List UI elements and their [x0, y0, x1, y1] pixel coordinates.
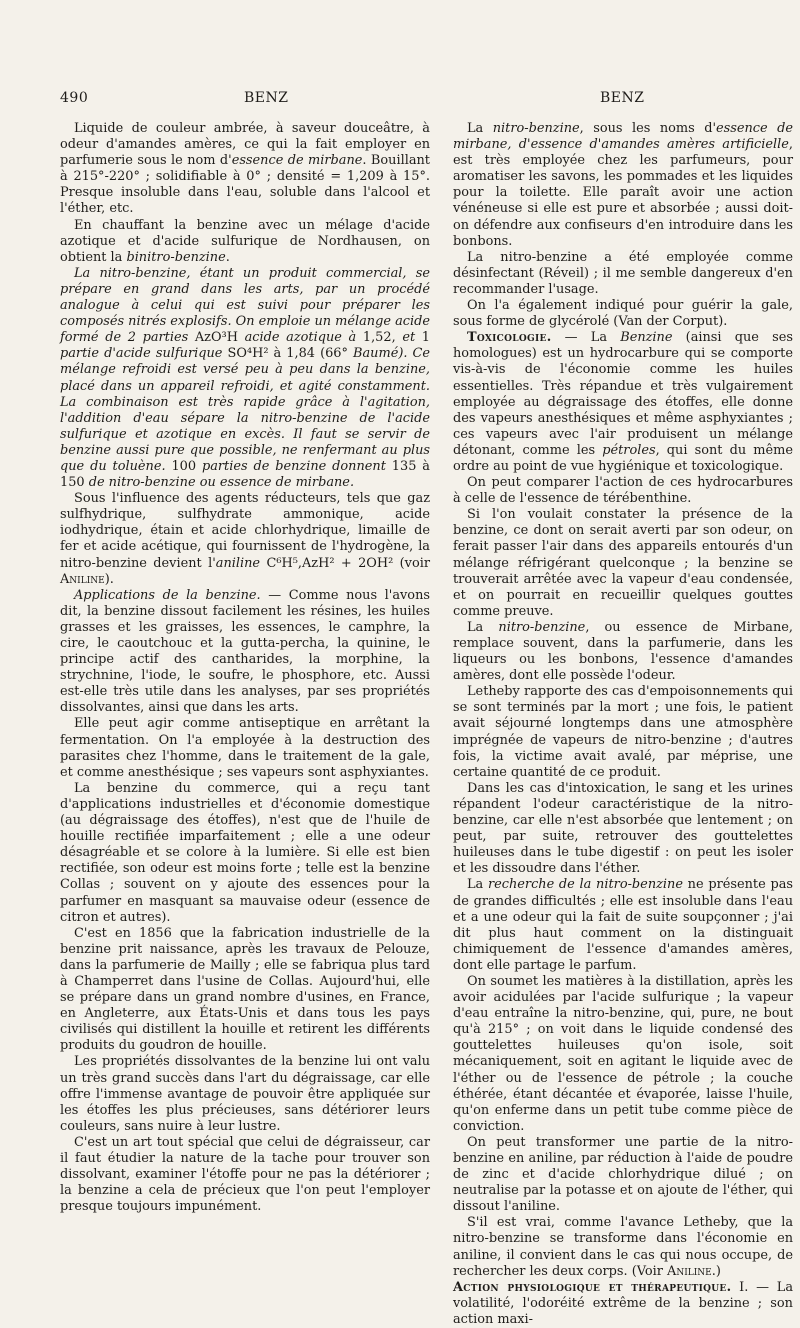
- paragraph: La benzine du commerce, qui a reçu tant d'applications industrielles et d'économie domestique (au dégraissage des étoffes), n'est que de l'huile de houille rectifiée imparfaitement ; elle a une odeur désagréable et se colore à la lumière. Si elle est bien rectifiée, son odeur est moins forte ; telle est la benzine Collas ; souvent on y ajoute des essences pour la parfumer en masquant sa mauvaise odeur (essence de citron et autres).: [60, 780, 430, 925]
- paragraph: En chauffant la benzine avec un mélage d'acide azotique et d'acide sulfurique de Nordhausen, on obtient la binitro-benzine.: [60, 217, 430, 265]
- running-head-right: BENZ: [600, 90, 645, 106]
- paragraph: On peut comparer l'action de ces hydrocarbures à celle de l'essence de térébenthine.: [453, 475, 793, 507]
- paragraph: La nitro-benzine, étant un produit commercial, se prépare en grand dans les arts, par un procédé analogue à celui qui est suivi pour préparer les composés nitrés explosifs. On emploie un mélange acide formé de 2 parties AzO³H acide azotique à 1,52, et 1 partie d'acide sulfurique SO⁴H² à 1,84 (66° Baumé). Ce mélange refroidi est versé peu à peu dans la benzine, placé dans un appareil refroidi, et agité constamment. La combinaison est très rapide grâce à l'agitation, l'addition d'eau sépare la nitro-benzine de l'acide sulfurique et azotique en excès. Il faut se servir de benzine aussi pure que possible, ne renfermant au plus que du toluène. 100 parties de benzine donnent 135 à 150 de nitro-benzine ou essence de mirbane.: [60, 265, 431, 491]
- page-number: 490: [60, 90, 89, 106]
- running-head-left: BENZ: [244, 90, 289, 106]
- paragraph: Les propriétés dissolvantes de la benzine lui ont valu un très grand succès dans l'art du dégraissage, car elle offre l'immense avantage de pouvoir être appliquée sur les étoffes les plus précieuses, sans détériorer leurs couleurs, sans nuire à leur lustre.: [60, 1054, 430, 1134]
- paragraph: Dans les cas d'intoxication, le sang et les urines répandent l'odeur caractéristique de la nitro-benzine, car elle n'est absorbée que lentement ; on peut, par suite, retrouver des gouttelettes huileuses dans le tube digestif : on peut les isoler et les dissoudre dans l'éther.: [453, 780, 793, 877]
- paragraph: Toxicologie. — La Benzine (ainsi que ses homologues) est un hydrocarbure qui se comporte vis-à-vis de l'économie comme les huiles essentielles. Très répandue et très vulgairement employée au dégraissage des étoffes, elle donne des vapeurs anesthésiques et même asphyxiantes ; ces vapeurs avec l'air produisent un mélange détonant, comme les pétroles, qui sont du même ordre au point de vue hygiénique et toxicologique.: [453, 330, 794, 474]
- paragraph: La recherche de la nitro-benzine ne présente pas de grandes difficultés ; elle est insoluble dans l'eau et a une odeur qui la fait de suite soupçonner ; j'ai dit plus haut comment on la distinguait chimiquement de l'essence d'amandes amères, dont elle partage le parfum.: [453, 877, 793, 973]
- left-column: [60, 121, 431, 1215]
- paragraph: Elle peut agir comme antiseptique en arrêtant la fermentation. On l'a employée à la destruction des parasites chez l'homme, dans le traitement de la gale, et comme anesthésique ; ses vapeurs sont asphyxiantes.: [60, 716, 430, 780]
- paragraph: Applications de la benzine. — Comme nous l'avons dit, la benzine dissout facilement les résines, les huiles grasses et les graisses, les essences, le camphre, la cire, le caoutchouc et la gutta-percha, la quinine, le principe actif des cantharides, la morphine, la strychnine, l'iode, le soufre, le phosphore, etc. Aussi est-elle très utile dans les analyses, par ses propriétés dissolvantes, ainsi que dans les arts.: [60, 587, 430, 716]
- paragraph: Action physiologique et thérapeutique. I. — La volatilité, l'odoréité extrême de la benzine ; son action maxi-: [453, 1279, 794, 1327]
- paragraph: On l'a également indiqué pour guérir la gale, sous forme de glycérolé (Van der Corput).: [453, 298, 793, 330]
- paragraph: La nitro-benzine, ou essence de Mirbane, remplace souvent, dans la parfumerie, dans les liqueurs ou les bonbons, l'essence d'amandes amères, dont elle possède l'odeur.: [453, 619, 793, 684]
- paragraph: S'il est vrai, comme l'avance Letheby, que la nitro-benzine se transforme dans l'économie en aniline, il convient dans le cas qui nous occupe, de rechercher les deux corps. (Voir Aniline.): [453, 1215, 793, 1279]
- paragraph: Liquide de couleur ambrée, à saveur douceâtre, à odeur d'amandes amères, ce qui la fait employer en parfumerie sous le nom d'essence de mirbane. Bouillant à 215°-220° ; solidifiable à 0° ; densité = 1,209 à 15°. Presque insoluble dans l'eau, soluble dans l'alcool et l'éther, etc.: [60, 121, 430, 217]
- section-heading: Toxicologie.: [467, 330, 552, 346]
- paragraph: On soumet les matières à la distillation, après les avoir acidulées par l'acide sulfurique ; la vapeur d'eau entraîne la nitro-benzine, qui, pure, ne bout qu'à 215° ; on voit dans le liquide condensé des gouttelettes huileuses qu'on isole, soit mécaniquement, soit en agitant le liquide avec de l'éther ou de l'essence de pétrole ; la couche éthérée, étant décantée et évaporée, laisse l'huile, qu'on enferme dans un petit tube comme pièce de conviction.: [453, 973, 793, 1134]
- paragraph: On peut transformer une partie de la nitro-benzine en aniline, par réduction à l'aide de poudre de zinc et d'acide chlorhydrique dilué ; on neutralise par la potasse et on ajoute de l'éther, qui dissout l'aniline.: [453, 1134, 793, 1215]
- section-heading: Action physiologique et thérapeutique.: [453, 1279, 732, 1295]
- paragraph: C'est un art tout spécial que celui de dégraisseur, car il faut étudier la nature de la tache pour trouver son dissolvant, examiner l'étoffe pour ne pas la détériorer ; la benzine a cela de précieux que l'on peut l'employer presque toujours impunément.: [60, 1134, 430, 1215]
- paragraph: La nitro-benzine a été employée comme désinfectant (Réveil) ; il me semble dangereux d'en recommander l'usage.: [453, 249, 793, 297]
- paragraph: Si l'on voulait constater la présence de la benzine, ce dont on serait averti par son odeur, on ferait passer l'air dans des appareils entourés d'un mélange réfrigérant quelconque ; la benzine se trouverait arrêtée avec la vapeur d'eau condensée, et on pourrait en recueillir quelques gouttes comme preuve.: [453, 507, 793, 619]
- paragraph: C'est en 1856 que la fabrication industrielle de la benzine prit naissance, après les travaux de Pelouze, dans la parfumerie de Mailly ; elle se fabriqua plus tard à Champerret dans l'usine de Collas. Aujourd'hui, elle se prépare dans un grand nombre d'usines, en France, en Angleterre, aux États-Unis et dans tous les pays civilisés qui distillent la houille et retirent les différents produits du goudron de houille.: [60, 925, 430, 1054]
- paragraph: Letheby rapporte des cas d'empoisonnements qui se sont terminés par la mort ; une fois, le patient avait séjourné longtemps dans une atmosphère imprégnée de vapeurs de nitro-benzine ; d'autres fois, la victime avait avalé, par méprise, une certaine quantité de ce produit.: [453, 684, 793, 780]
- right-column: [453, 121, 794, 1327]
- paragraph: La nitro-benzine, sous les noms d'essence de mirbane, d'essence d'amandes amères artificielle, est très employée chez les parfumeurs, pour aromatiser les savons, les pommades et les liquides pour la toilette. Elle paraît avoir une action vénéneuse si elle est pure et absorbée ; aussi doit-on défendre aux confiseurs d'en introduire dans les bonbons.: [453, 121, 793, 249]
- paragraph: Sous l'influence des agents réducteurs, tels que gaz sulfhydrique, sulfhydrate ammonique, acide iodhydrique, étain et acide chlorhydrique, limaille de fer et acide acétique, qui fournissent de l'hydrogène, la nitro-benzine devient l'aniline C⁶H⁵,AzH² + 2OH² (voir Aniline).: [60, 491, 431, 587]
